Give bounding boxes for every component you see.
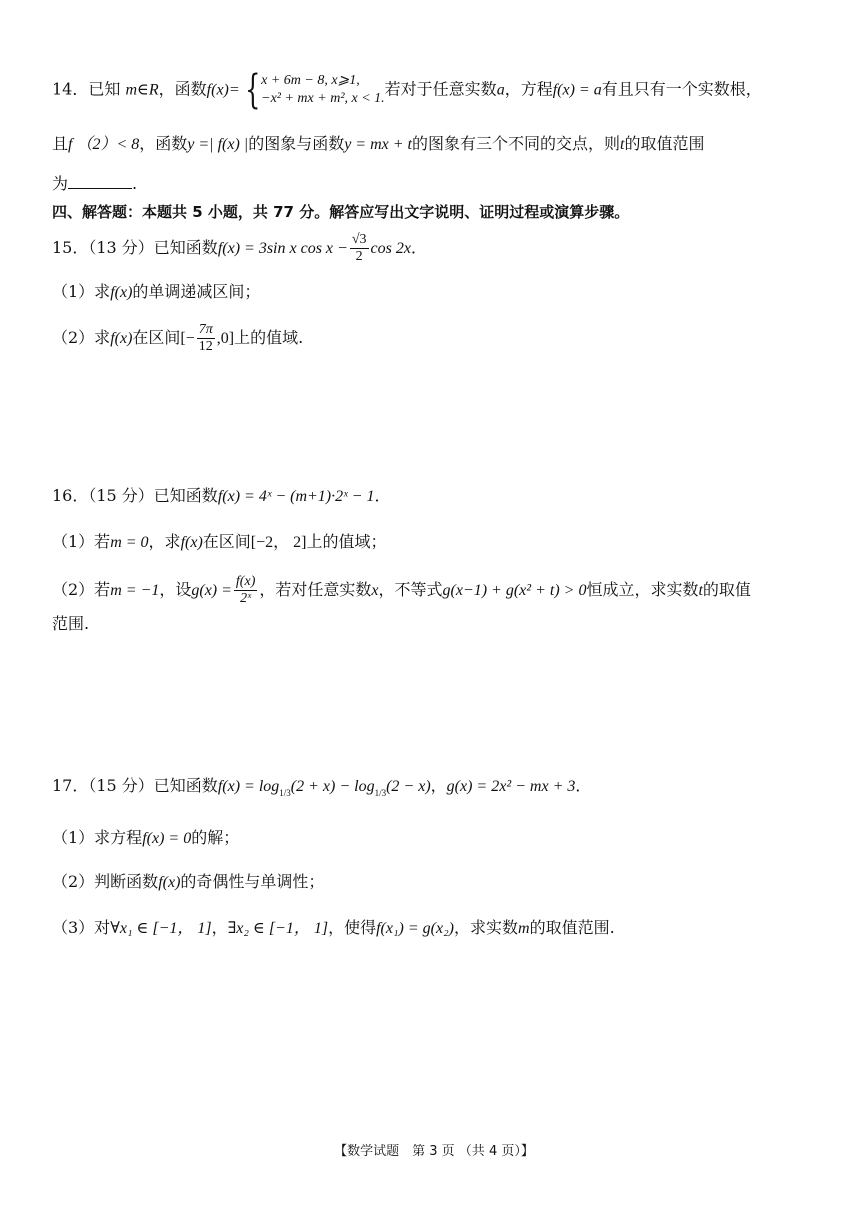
q14-var-t: t xyxy=(620,136,625,153)
q15-part1 xyxy=(52,280,828,305)
q16-fx: f(x) xyxy=(180,534,203,551)
q17-function-part-c: (2 − x) xyxy=(386,778,431,795)
q16-fraction xyxy=(234,574,257,607)
q17-log-base: 1/3 xyxy=(374,788,387,798)
q17-fx: f(x) xyxy=(158,874,181,891)
q14-function-name: f(x)= xyxy=(206,81,240,99)
q16-part2 xyxy=(52,574,828,607)
q15-fx: f(x) xyxy=(110,330,133,347)
q16-condition-2: m = −1 xyxy=(110,582,160,599)
q16-text: 的取值 xyxy=(702,580,751,599)
q17-var-m: m xyxy=(518,920,530,937)
q14-text: 有且只有一个实数根， xyxy=(601,79,762,99)
q16-header-text: 16．（15 分）已知函数 xyxy=(52,486,218,505)
q15-function: f(x) = 3sin x cos x − xyxy=(217,240,348,257)
q17-function-part-a: f(x) = log xyxy=(217,778,280,795)
q15-function-tail: cos 2x xyxy=(370,240,411,257)
q14-piecewise xyxy=(240,67,385,113)
q17-part1 xyxy=(52,826,828,851)
q14-var-a: a xyxy=(496,81,505,99)
q14-f2-condition: f （2）< 8 xyxy=(68,136,140,153)
q15-text: （1）求 xyxy=(52,282,111,301)
q16-text: ，求 xyxy=(148,532,181,551)
q16-g-def: g(x) = xyxy=(191,582,232,599)
q15-fraction xyxy=(350,232,369,265)
q17-text: ， xyxy=(211,918,228,937)
q14-text: ，函数 xyxy=(139,134,188,153)
q17-text: 的解； xyxy=(191,828,240,847)
q17-text: ，使得 xyxy=(328,918,377,937)
q14-line2 xyxy=(52,132,828,157)
q17-function-part-b: (2 + x) − log xyxy=(290,778,375,795)
q14-abs-function: y =| f(x) | xyxy=(187,136,249,153)
q16-condition: m = 0 xyxy=(110,534,149,551)
q17-text: ，求实数 xyxy=(453,918,518,937)
section-title: 四、解答题：本题共 5 小题，共 77 分。解答应写出文字说明、证明过程或演算步骤。 xyxy=(52,203,630,221)
q17-text: （3）对 xyxy=(52,918,111,937)
q17-text: 的奇偶性与单调性； xyxy=(180,872,325,891)
q14-text: 若对于任意实数 xyxy=(384,79,497,99)
q14-text: 的图象与函数 xyxy=(248,134,345,153)
q15-interval-den: 12 xyxy=(198,339,213,354)
q17-equation: f(x) = 0 xyxy=(142,830,192,847)
q14-text: 且 xyxy=(52,134,69,153)
q14-number: 14． xyxy=(52,79,89,99)
q17-text: 的取值范围. xyxy=(529,918,615,937)
q14-line1 xyxy=(52,67,828,113)
q15-interval-fraction xyxy=(197,322,215,355)
q16-frac-den: 2ˣ xyxy=(240,591,252,606)
q15-frac-den: 2 xyxy=(355,249,363,264)
q17-g-function: g(x) = 2x² − mx + 3 xyxy=(446,778,576,795)
q16-text: ，不等式 xyxy=(378,580,443,599)
q16-text: （1）若 xyxy=(52,532,111,551)
q15-frac-num: √3 xyxy=(351,232,367,247)
q17-header xyxy=(52,774,828,805)
q14-text: ，方程 xyxy=(504,79,553,99)
q14-case-2: −x² + mx + m², x < 1. xyxy=(261,91,385,106)
q15-text: 的单调递减区间； xyxy=(132,282,261,301)
q16-text: （2）若 xyxy=(52,580,111,599)
q17-text: （1）求方程 xyxy=(52,828,143,847)
q15-text: （2）求 xyxy=(52,328,111,347)
q15-part2 xyxy=(52,322,828,355)
q15-header-text: 15．（13 分）已知函数 xyxy=(52,238,218,257)
q15-text: 上的值域. xyxy=(234,328,304,347)
q15-text: 在区间 xyxy=(132,328,181,347)
q14-line-function: y = mx + t xyxy=(344,136,412,153)
q14-line3 xyxy=(52,172,828,196)
q14-case-1: x + 6m − 8, x⩾1, xyxy=(261,73,360,88)
q16-var-t: t xyxy=(698,582,703,599)
q15-interval-close: ,0] xyxy=(216,330,235,347)
q16-header xyxy=(52,484,828,509)
q16-text: ，若对任意实数 xyxy=(259,580,372,599)
q14-text: 已知 xyxy=(88,79,121,99)
q14-text: 的取值范围 xyxy=(624,134,705,153)
q14-brace: { xyxy=(244,67,261,113)
q16-function: f(x) = 4ˣ − (m+1)·2ˣ − 1 xyxy=(217,488,375,505)
q15-period: ． xyxy=(410,238,427,257)
q17-separator: ， xyxy=(430,776,447,795)
q17-forall: ∀x₁ ∈ [−1， 1] xyxy=(110,920,212,937)
q16-text: ，设 xyxy=(159,580,192,599)
q16-part2-line2: 范围. xyxy=(52,614,90,633)
q14-equation: f(x) = a xyxy=(552,81,602,99)
q17-part3 xyxy=(52,916,828,941)
q16-frac-num: f(x) xyxy=(235,574,256,589)
q16-interval: [−2， 2] xyxy=(250,534,307,551)
q15-header xyxy=(52,232,828,265)
q17-part2 xyxy=(52,870,828,895)
q17-equation-2: f(x₁) = g(x₂) xyxy=(376,920,454,937)
q16-text: 在区间 xyxy=(202,532,251,551)
q16-var-x: x xyxy=(371,582,379,599)
q15-interval-open: [− xyxy=(180,330,195,347)
q14-text: 的图象有三个不同的交点，则 xyxy=(412,134,621,153)
q16-text: 上的值域； xyxy=(306,532,387,551)
q15-fx: f(x) xyxy=(110,284,133,301)
q14-text: 为 xyxy=(52,174,69,193)
q14-text: ，函数 xyxy=(158,79,207,99)
q16-text: 恒成立，求实数 xyxy=(586,580,699,599)
q16-inequality: g(x−1) + g(x² + t) > 0 xyxy=(442,582,587,599)
answer-blank xyxy=(68,172,132,189)
q17-log-base: 1/3 xyxy=(279,788,291,798)
q14-condition: m∈R xyxy=(125,81,159,99)
q15-interval-num: 7π xyxy=(198,322,213,337)
q17-exists: ∃x₂ ∈ [−1， 1] xyxy=(227,920,329,937)
q14-period: . xyxy=(132,174,138,193)
page-footer: 【数学试题 第 3 页 （共 4 页）】 xyxy=(334,1144,534,1159)
q17-text: （2）判断函数 xyxy=(52,872,159,891)
q16-period: ． xyxy=(374,486,391,505)
q17-period: ． xyxy=(575,776,592,795)
q17-header-text: 17．（15 分）已知函数 xyxy=(52,776,218,795)
q16-part1 xyxy=(52,530,828,555)
